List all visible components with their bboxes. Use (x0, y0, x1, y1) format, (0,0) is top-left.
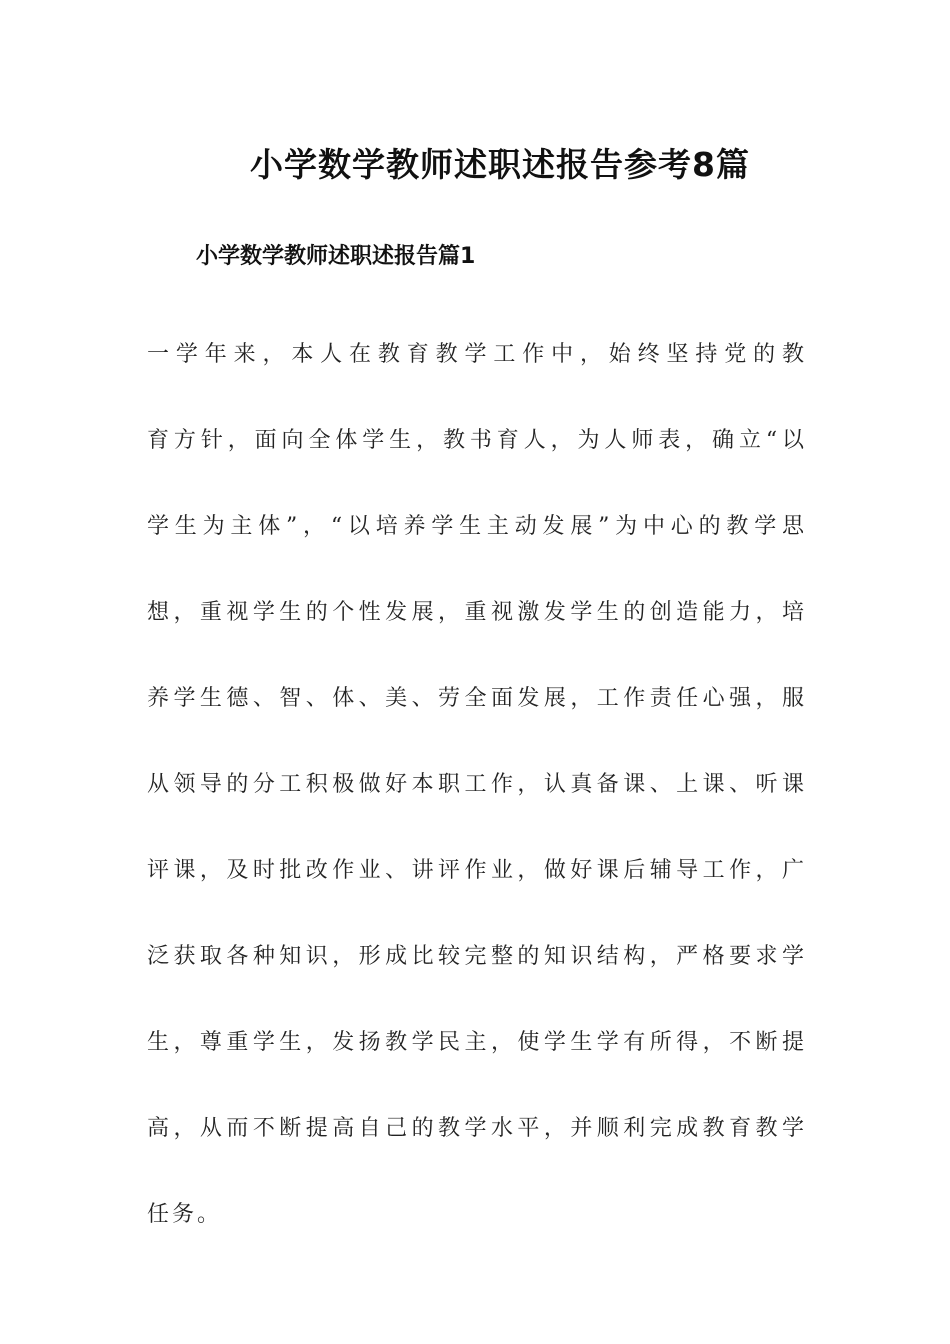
paragraph-line: 泛获取各种知识，形成比较完整的知识结构，严格要求学 (147, 944, 807, 969)
paragraph-line: 想，重视学生的个性发展，重视激发学生的创造能力，培 (147, 600, 807, 625)
paragraph-line: 从领导的分工积极做好本职工作，认真备课、上课、听课 (147, 772, 807, 797)
paragraph-line: 养学生德、智、体、美、劳全面发展，工作责任心强，服 (147, 686, 807, 711)
body-paragraph (147, 312, 807, 1258)
paragraph-line: 生，尊重学生，发扬教学民主，使学生学有所得，不断提 (147, 1030, 807, 1055)
document-title: 小学数学教师述职述报告参考8篇 (250, 145, 750, 184)
paragraph-line: 任务。 (147, 1202, 223, 1227)
paragraph-line: 评课，及时批改作业、讲评作业，做好课后辅导工作，广 (147, 858, 807, 883)
paragraph-line: 高，从而不断提高自己的教学水平，并顺利完成教育教学 (147, 1116, 807, 1141)
paragraph-line: 一学年来，本人在教育教学工作中，始终坚持党的教 (147, 342, 807, 367)
paragraph-line: 育方针，面向全体学生，教书育人，为人师表，确立“以 (147, 428, 807, 453)
section-heading: 小学数学教师述职述报告篇1 (196, 244, 476, 269)
paragraph-line: 学生为主体”，“以培养学生主动发展”为中心的教学思 (147, 514, 807, 539)
